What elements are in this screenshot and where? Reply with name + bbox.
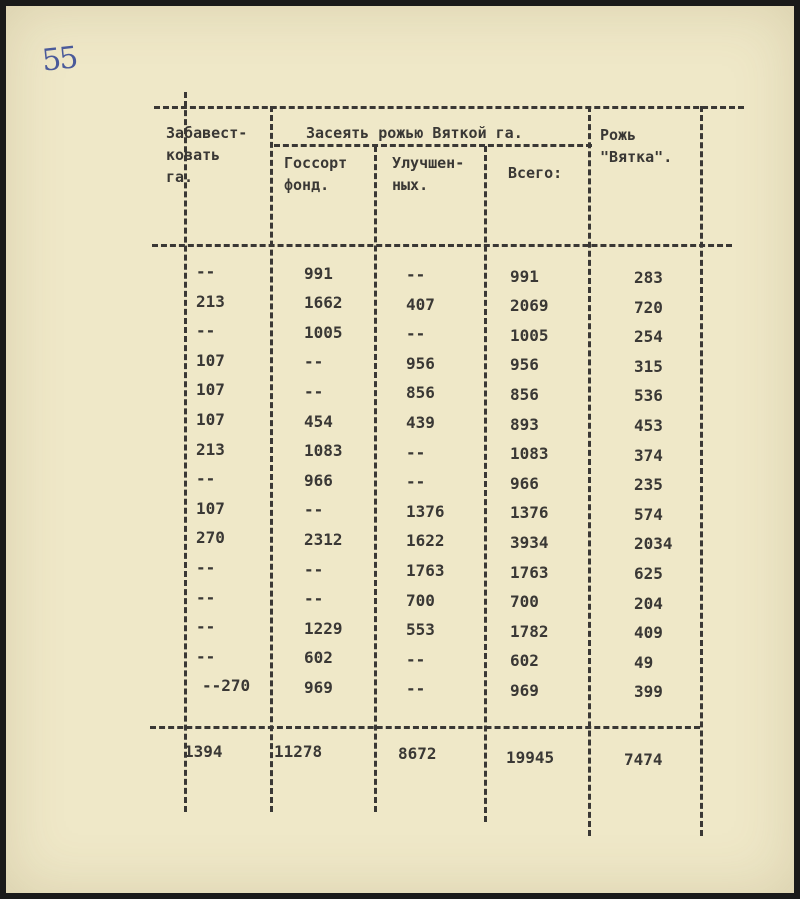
table-cell: -- bbox=[406, 472, 426, 491]
table-cell: 107 bbox=[196, 499, 225, 518]
table-cell: -- bbox=[406, 265, 426, 284]
column-rule-1 bbox=[270, 106, 273, 812]
table-cell: --270 bbox=[202, 676, 251, 695]
table-cell: 553 bbox=[406, 620, 435, 639]
table-cell: 602 bbox=[510, 651, 539, 670]
subheader-rule bbox=[274, 144, 592, 147]
table-cell: 956 bbox=[510, 355, 539, 374]
table-cell: 107 bbox=[196, 410, 225, 429]
table-cell: -- bbox=[304, 352, 324, 371]
header-col0: Забавест- ковать га. bbox=[166, 124, 248, 186]
table-cell: 204 bbox=[634, 594, 663, 613]
table-cell: 49 bbox=[634, 653, 654, 672]
table-cell: 700 bbox=[406, 591, 435, 610]
table-cell: 720 bbox=[634, 298, 663, 317]
table-cell: 574 bbox=[634, 505, 663, 524]
document-sheet bbox=[6, 6, 794, 893]
table-cell: 3934 bbox=[510, 533, 549, 552]
table-cell: 1376 bbox=[406, 502, 445, 521]
table-cell: 107 bbox=[196, 351, 225, 370]
table-cell: 1005 bbox=[510, 326, 549, 345]
table-cell: 407 bbox=[406, 295, 435, 314]
table-cell: 966 bbox=[304, 471, 333, 490]
table-cell: 283 bbox=[634, 268, 663, 287]
table-cell: 893 bbox=[510, 415, 539, 434]
table-cell: 625 bbox=[634, 564, 663, 583]
table-cell: -- bbox=[304, 382, 324, 401]
table-cell: -- bbox=[196, 321, 216, 340]
table-cell: -- bbox=[196, 262, 216, 281]
table-cell: -- bbox=[196, 469, 216, 488]
table-cell: -- bbox=[196, 558, 216, 577]
table-cell: 439 bbox=[406, 413, 435, 432]
table-cell: 2034 bbox=[634, 534, 673, 553]
table-cell: 213 bbox=[196, 292, 225, 311]
table-cell: 1763 bbox=[406, 561, 445, 580]
table-cell: -- bbox=[406, 443, 426, 462]
table-cell: 1376 bbox=[510, 503, 549, 522]
table-cell: -- bbox=[304, 589, 324, 608]
table-cell: -- bbox=[406, 679, 426, 698]
table-cell: 856 bbox=[510, 385, 539, 404]
table-cell: 213 bbox=[196, 440, 225, 459]
table-cell: 1782 bbox=[510, 622, 549, 641]
table-cell: 602 bbox=[304, 648, 333, 667]
column-rule-0 bbox=[184, 92, 187, 812]
header-group: Засеять рожью Вяткой га. bbox=[306, 124, 523, 142]
table-cell: 1083 bbox=[304, 441, 343, 460]
table-cell: 235 bbox=[634, 475, 663, 494]
table-cell: -- bbox=[406, 324, 426, 343]
table-cell: 856 bbox=[406, 383, 435, 402]
header-bottom-rule bbox=[152, 244, 732, 247]
table-top-rule bbox=[154, 106, 744, 109]
table-cell: 1229 bbox=[304, 619, 343, 638]
table-cell: 2312 bbox=[304, 530, 343, 549]
header-col4: Рожь "Вятка". bbox=[600, 126, 673, 166]
table-cell: 956 bbox=[406, 354, 435, 373]
table-cell: 315 bbox=[634, 357, 663, 376]
table-cell: -- bbox=[406, 650, 426, 669]
table-cell: 2069 bbox=[510, 296, 549, 315]
table-cell: 969 bbox=[510, 681, 539, 700]
column-rule-4 bbox=[588, 106, 591, 836]
header-col2: Улучшен- ных. bbox=[392, 154, 465, 194]
table-cell: 409 bbox=[634, 623, 663, 642]
table-cell: -- bbox=[196, 617, 216, 636]
table-cell: 453 bbox=[634, 416, 663, 435]
table-cell: 399 bbox=[634, 682, 663, 701]
table-cell: 270 bbox=[196, 528, 225, 547]
header-col1: Госсорт фонд. bbox=[284, 154, 348, 194]
total-col3: 19945 bbox=[506, 748, 555, 767]
column-rule-2 bbox=[374, 146, 377, 812]
header-col3: Всего: bbox=[508, 164, 563, 182]
table-cell: 1622 bbox=[406, 531, 445, 550]
folio-number: 55 bbox=[40, 40, 78, 79]
table-cell: -- bbox=[196, 647, 216, 666]
table-cell: 374 bbox=[634, 446, 663, 465]
total-col4: 7474 bbox=[624, 750, 663, 769]
table-cell: 700 bbox=[510, 592, 539, 611]
table-cell: -- bbox=[304, 560, 324, 579]
column-rule-5 bbox=[700, 106, 703, 836]
table-cell: 254 bbox=[634, 327, 663, 346]
totals-rule bbox=[150, 726, 700, 729]
total-col0: 1394 bbox=[184, 742, 223, 761]
total-col1: 11278 bbox=[274, 742, 323, 761]
table-cell: 991 bbox=[510, 267, 539, 286]
table-cell: 536 bbox=[634, 386, 663, 405]
table-cell: 969 bbox=[304, 678, 333, 697]
table-cell: 966 bbox=[510, 474, 539, 493]
table-cell: 1083 bbox=[510, 444, 549, 463]
table-cell: 454 bbox=[304, 412, 333, 431]
table-cell: 1662 bbox=[304, 293, 343, 312]
table-cell: -- bbox=[304, 500, 324, 519]
table-cell: 107 bbox=[196, 380, 225, 399]
table-cell: -- bbox=[196, 588, 216, 607]
column-rule-3 bbox=[484, 146, 487, 822]
table-cell: 991 bbox=[304, 264, 333, 283]
total-col2: 8672 bbox=[398, 744, 437, 763]
table-cell: 1005 bbox=[304, 323, 343, 342]
table-cell: 1763 bbox=[510, 563, 549, 582]
